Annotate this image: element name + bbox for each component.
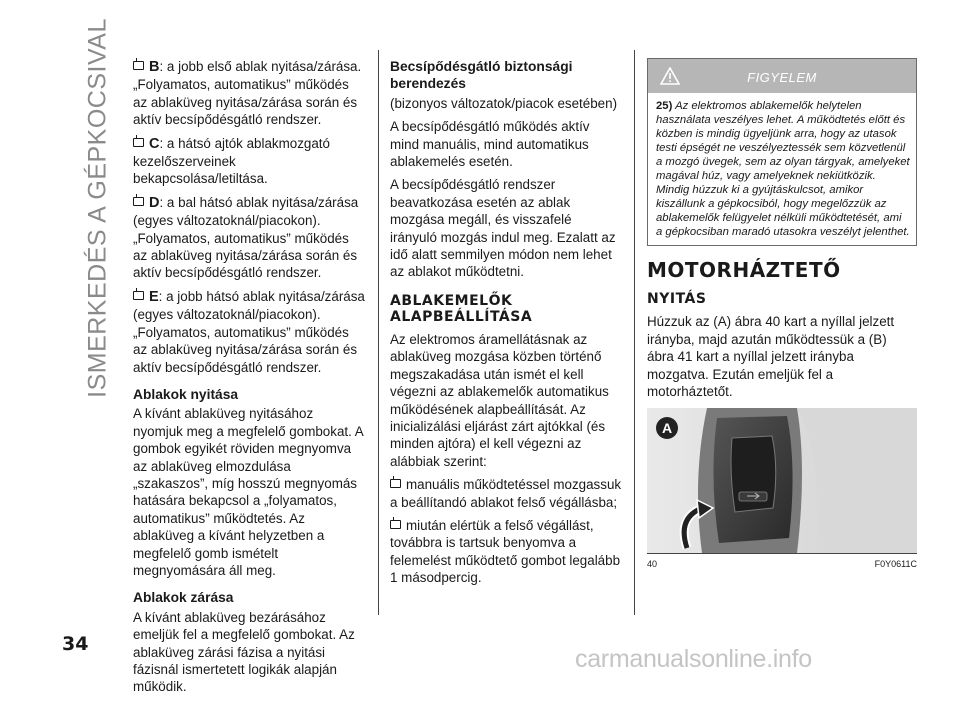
item-b: B: a jobb első ablak nyitása/zárása. „Folyamatos, automatikus” működés az ablaküveg nyitása/zárása során és aktív becsípődésgátló rendszer. bbox=[133, 59, 362, 128]
column-2 bbox=[390, 58, 622, 593]
warning-header bbox=[648, 59, 916, 93]
warning-box bbox=[647, 58, 917, 246]
page-number: 34 bbox=[62, 633, 89, 655]
bullet-icon bbox=[133, 61, 144, 70]
figure-code: F0Y0611C bbox=[874, 559, 917, 570]
column-1 bbox=[133, 58, 365, 702]
figure-label: A bbox=[661, 420, 673, 437]
paragraph-open-windows: A kívánt ablaküveg nyitásához nyomjuk meg a megfelelő gombokat. A gombok egyikét röviden megnyomva az ablaküveg elmozdulása „szakaszos”, míg hosszú megnyomás hatására bekapcsol a „folyamatos, automatikus” működtetés. Az ablaküveg a kívánt helyzetben a megfelelő gomb ismételt megnyomására áll meg. bbox=[133, 406, 364, 578]
warning-text: 25) Az elektromos ablakemelők helytelen használata veszélyes lehet. A működtetés előtt és közben is mindig ügyeljünk arra, hogy az utasok testi épségét ne veszélyeztessék sem közvetlenül a mozgó üvegek, sem az olyan tárgyak, amelyeket magával húz, vagy amelyeknek nekiütközik. Mindig húzzuk ki a gyújtáskulcsot, amikor kiszállunk a gépkocsiból, hogy megelőzzük az ablakemelők felügyelet nélküli működtetését, ami a gépkocsiban maradó utasokra veszélyt jelenthet. bbox=[656, 100, 910, 238]
heading-window-initialization: ABLAKEMELŐK ALAPBEÁLLÍTÁSA bbox=[390, 292, 533, 325]
figure-caption bbox=[647, 556, 917, 570]
paragraph-anti-pinch-1: A becsípődésgátló működés aktív mind manuális, mind automatikus ablakemelés esetén. bbox=[390, 119, 590, 170]
warning-title: FIGYELEM bbox=[747, 70, 817, 85]
bullet-icon bbox=[133, 197, 144, 206]
heading-open-windows: Ablakok nyitása bbox=[133, 386, 239, 402]
hood-release-lever-illustration bbox=[647, 408, 917, 553]
bullet-icon bbox=[133, 291, 144, 300]
watermark: carmanualsonline.info bbox=[575, 645, 812, 673]
heading-hood: MOTORHÁZTETŐ bbox=[647, 258, 841, 282]
hood-release-figure bbox=[647, 408, 917, 554]
paragraph-anti-pinch-note: (bizonyos változatok/piacok esetében) bbox=[390, 95, 618, 111]
paragraph-anti-pinch-2: A becsípődésgátló rendszer beavatkozása esetén az ablak mozgása megáll, és visszafelé irányuló mozgás indul meg. Ezalatt az idő alatt semmilyen módon nem lehet az ablakot működtetni. bbox=[390, 177, 616, 280]
item-e: E: a jobb hátsó ablak nyitása/zárása (egyes változatoknál/piacokon). „Folyamatos, automatikus” működés az ablaküveg nyitása/zárása során és aktív becsípődésgátló rendszer. bbox=[133, 288, 365, 375]
column-3 bbox=[647, 58, 917, 570]
figure-number: 40 bbox=[647, 559, 658, 570]
section-side-title: ISMERKEDÉS A GÉPKOCSIVAL bbox=[83, 18, 112, 398]
list-item: miután elértük a felső végállást, továbbra is tartsuk benyomva a felemelést működtető gombot legalább 1 másodpercig. bbox=[390, 517, 621, 586]
item-c: C: a hátsó ajtók ablakmozgató kezelőszerveinek bekapcsolása/letiltása. bbox=[133, 135, 330, 187]
item-d: D: a bal hátsó ablak nyitása/zárása (egyes változatoknál/piacokon). „Folyamatos, automatikus” működés az ablaküveg nyitása/zárása során és aktív becsípődésgátló rendszer. bbox=[133, 194, 359, 281]
bullet-icon bbox=[390, 520, 401, 529]
bullet-icon bbox=[390, 479, 401, 488]
list-item: manuális működtetéssel mozgassuk a beállítandó ablakot felső végállásba; bbox=[390, 477, 622, 510]
column-divider bbox=[378, 50, 379, 615]
bullet-icon bbox=[133, 138, 144, 147]
column-divider bbox=[634, 50, 635, 615]
heading-opening: NYITÁS bbox=[647, 291, 707, 308]
paragraph-close-windows: A kívánt ablaküveg bezárásához emeljük fel a megfelelő gombokat. Az ablaküveg zárási fázisa a nyitási fázisnál ismertetett logikák alapján működik. bbox=[133, 609, 355, 695]
heading-close-windows: Ablakok zárása bbox=[133, 590, 234, 606]
paragraph-window-initialization: Az elektromos áramellátásnak az ablaküveg mozgása közben történő megszakadása után ismét el kell végezni az ablakemelők automatikus működésének alapbeállítását. Az inicializálási eljárást zárt ajtókkal (és minden ajtóra) el kell végezni az alábbiak szerint: bbox=[390, 331, 609, 469]
paragraph-opening: Húzzuk az (A) ábra 40 kart a nyíllal jelzett irányba, majd azután működtessük a (B) ábra 41 kart a nyíllal jelzett irányba mozgatva. Ezután emeljük fel a motorháztetőt. bbox=[647, 314, 895, 400]
heading-anti-pinch: Becsípődésgátló biztonsági berendezés bbox=[390, 59, 573, 92]
